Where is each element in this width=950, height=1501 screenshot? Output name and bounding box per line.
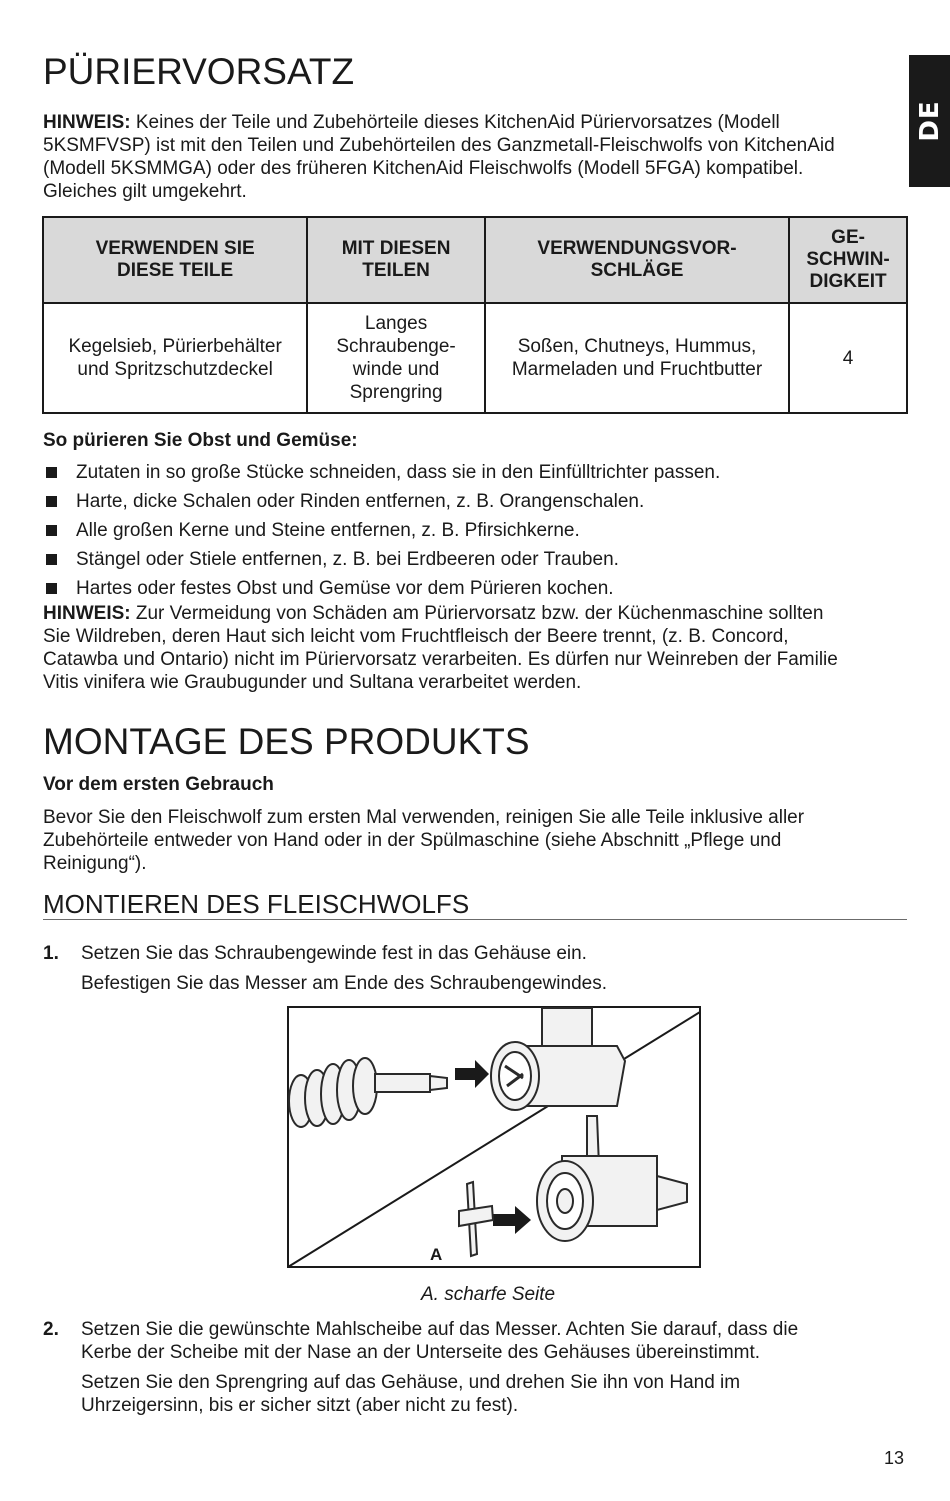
step-number: 1. — [43, 943, 59, 964]
list-item: Harte, dicke Schalen oder Rinden entfernen, z. B. Orangenschalen. — [42, 487, 720, 516]
list-item: Hartes oder festes Obst und Gemüse vor dem Pürieren kochen. — [42, 574, 720, 603]
subsection-title-grinder: MONTIEREN DES FLEISCHWOLFS — [43, 889, 907, 920]
figure-label: A — [430, 1245, 443, 1264]
grinder-diagram — [287, 1006, 701, 1268]
table-header-cell: VERWENDEN SIE DIESE TEILE — [43, 217, 307, 303]
table-cell: 4 — [789, 303, 907, 413]
assembly-illustration — [287, 1006, 701, 1268]
step-text: Setzen Sie das Schraubengewinde fest in das Gehäuse ein. — [81, 943, 587, 964]
step-number: 2. — [43, 1319, 59, 1340]
table-row — [43, 303, 907, 413]
note-line: Catawba und Ontario) nicht im Püriervorsatz verarbeiten. Es dürfen nur Weinreben der Familie — [43, 649, 838, 670]
step-text: Setzen Sie den Sprengring auf das Gehäuse, und drehen Sie ihn von Hand im Uhrzeigersinn, bis er sicher sitzt (aber nicht zu fest). — [81, 1372, 741, 1416]
compatibility-note — [43, 111, 908, 203]
list-item: Zutaten in so große Stücke schneiden, dass sie in den Einfülltrichter passen. — [42, 458, 720, 487]
note-line: Gleiches gilt umgekehrt. — [43, 181, 247, 202]
puree-heading: So pürieren Sie Obst und Gemüse: — [43, 430, 358, 451]
bullet-square-icon — [46, 583, 57, 594]
note-line: (Modell 5KSMMGA) oder des früheren KitchenAid Fleischwolfs (Modell 5FGA) kompatibel. — [43, 158, 804, 179]
note-line: Keines der Teile und Zubehörteile dieses KitchenAid Püriervorsatzes (Modell — [130, 112, 780, 133]
bullet-square-icon — [46, 554, 57, 565]
figure-caption: A. scharfe Seite — [421, 1284, 556, 1305]
list-item: Stängel oder Stiele entfernen, z. B. bei Erdbeeren oder Trauben. — [42, 545, 720, 574]
grape-note — [43, 602, 908, 694]
list-item: Alle großen Kerne und Steine entfernen, z. B. Pfirsichkerne. — [42, 516, 720, 545]
note-label: HINWEIS: — [43, 603, 131, 624]
step-text: Befestigen Sie das Messer am Ende des Schraubengewindes. — [81, 973, 607, 994]
table-cell: Kegelsieb, Pürierbehälter und Spritzschutzdeckel — [43, 303, 307, 413]
language-tab-label: DE — [914, 100, 945, 142]
table-header-cell: VERWENDUNGSVOR- SCHLÄGE — [485, 217, 789, 303]
section-title-assembly: MONTAGE DES PRODUKTS — [43, 721, 530, 762]
note-line: 5KSMFVSP) ist mit den Teilen und Zubehörteilen des Ganzmetall-Fleischwolfs von KitchenAid — [43, 135, 835, 156]
section-title-puree-attachment: PÜRIERVORSATZ — [43, 51, 355, 92]
language-tab — [909, 55, 950, 187]
note-line: Zur Vermeidung von Schäden am Püriervorsatz bzw. der Küchenmaschine sollten — [130, 603, 824, 624]
bullet-square-icon — [46, 525, 57, 536]
first-use-heading: Vor dem ersten Gebrauch — [43, 774, 274, 795]
step-text: Setzen Sie die gewünschte Mahlscheibe auf das Messer. Achten Sie darauf, dass die Kerbe der Scheibe mit der Nase an der Unterseite des Gehäuses übereinstimmt. — [81, 1319, 799, 1363]
usage-table — [42, 216, 908, 414]
first-use-text: Bevor Sie den Fleischwolf zum ersten Mal verwenden, reinigen Sie alle Teile inklusive aller Zubehörteile entweder von Hand oder in der Spülmaschine (siehe Abschnitt „Pflege und Reinigung“). — [43, 807, 805, 874]
note-label: HINWEIS: — [43, 112, 131, 133]
bullet-square-icon — [46, 467, 57, 478]
puree-bullet-list — [42, 458, 720, 603]
table-cell: Langes Schraubenge- winde und Sprengring — [307, 303, 485, 413]
page-number: 13 — [884, 1448, 905, 1468]
note-line: Sie Wildreben, deren Haut sich leicht vom Fruchtfleisch der Beere trennt, (z. B. Concord, — [43, 626, 789, 647]
table-header-cell: GE- SCHWIN- DIGKEIT — [789, 217, 907, 303]
table-cell: Soßen, Chutneys, Hummus, Marmeladen und Fruchtbutter — [485, 303, 789, 413]
table-header-cell: MIT DIESEN TEILEN — [307, 217, 485, 303]
table-header-row — [43, 217, 907, 303]
note-line: Vitis vinifera wie Graubugunder und Sultana verarbeitet werden. — [43, 672, 582, 693]
bullet-square-icon — [46, 496, 57, 507]
